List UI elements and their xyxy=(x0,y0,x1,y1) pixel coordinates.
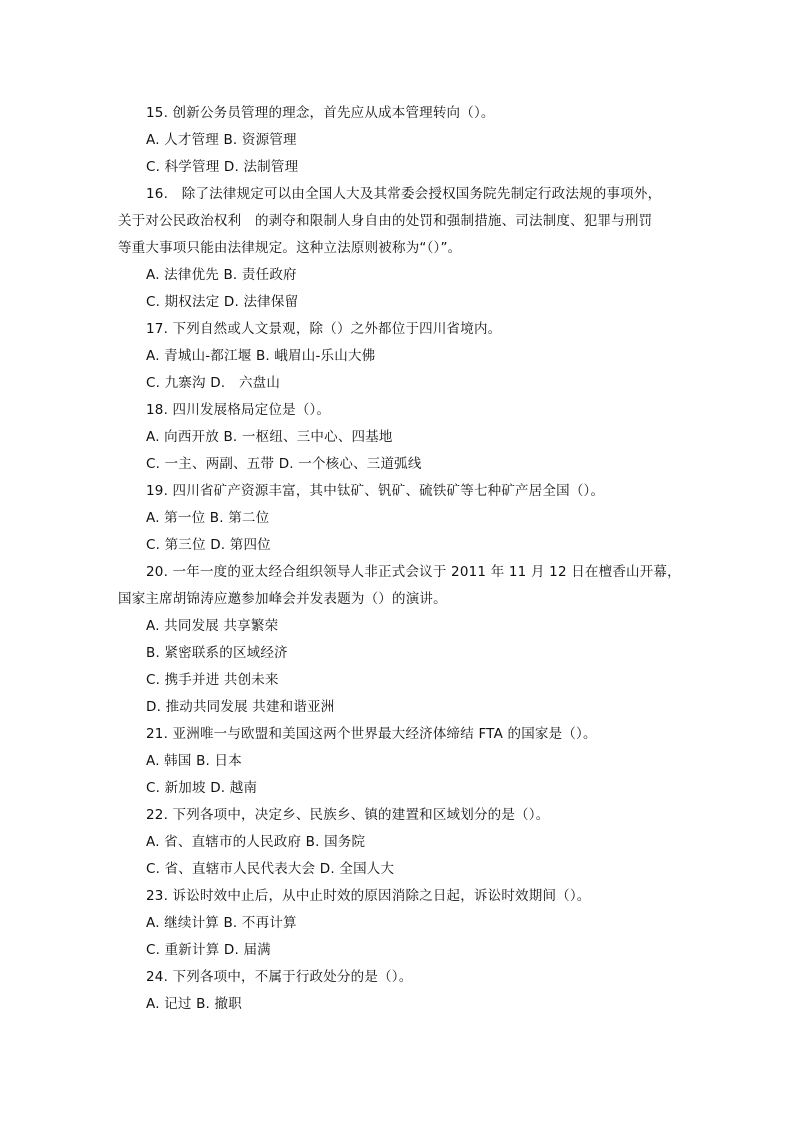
options-24-ab: A. 记过 B. 撤职 xyxy=(146,996,242,1012)
options-21-cd: C. 新加坡 D. 越南 xyxy=(146,780,258,796)
question-22: 22. 下列各项中，决定乡、民族乡、镇的建置和区域划分的是（）。 xyxy=(146,807,550,823)
options-23-ab: A. 继续计算 B. 不再计算 xyxy=(146,915,297,931)
question-21: 21. 亚洲唯一与欧盟和美国这两个世界最大经济体缔结 FTA 的国家是（）。 xyxy=(146,726,597,742)
options-18-cd: C. 一主、两副、五带 D. 一个核心、三道弧线 xyxy=(146,456,422,472)
options-23-cd: C. 重新计算 D. 届满 xyxy=(146,942,271,958)
options-18-ab: A. 向西开放 B. 一枢纽、三中心、四基地 xyxy=(146,429,393,445)
options-22-cd: C. 省、直辖市人民代表大会 D. 全国人大 xyxy=(146,861,395,877)
question-16-line3: 等重大事项只能由法律规定。这种立法原则被称为“（）”。 xyxy=(118,240,462,256)
question-15: 15. 创新公务员管理的理念，首先应从成本管理转向（）。 xyxy=(146,105,495,121)
question-16-line2: 关于对公民政治权利 的剥夺和限制人身自由的处罚和强制措施、司法制度、犯罪与刑罚 xyxy=(118,213,653,229)
options-17-cd: C. 九寨沟 D. 六盘山 xyxy=(146,375,281,391)
option-20-b: B. 紧密联系的区域经济 xyxy=(146,645,288,661)
options-19-ab: A. 第一位 B. 第二位 xyxy=(146,510,270,526)
option-20-d: D. 推动共同发展 共建和谐亚洲 xyxy=(146,699,335,715)
question-19: 19. 四川省矿产资源丰富，其中钛矿、钒矿、硫铁矿等七种矿产居全国（）。 xyxy=(146,483,605,499)
question-20-line1: 20. 一年一度的亚太经合组织领导人非正式会议于 2011 年 11 月 12 日在檀香山开幕， xyxy=(146,564,681,580)
options-19-cd: C. 第三位 D. 第四位 xyxy=(146,537,271,553)
options-16-ab: A. 法律优先 B. 责任政府 xyxy=(146,267,297,283)
option-20-c: C. 携手并进 共创未来 xyxy=(146,672,279,688)
question-17: 17. 下列自然或人文景观，除（）之外都位于四川省境内。 xyxy=(146,321,502,337)
question-16-line1: 16. 除了法律规定可以由全国人大及其常委会授权国务院先制定行政法规的事项外， xyxy=(146,186,662,202)
option-20-a: A. 共同发展 共享繁荣 xyxy=(146,618,279,634)
options-17-ab: A. 青城山-都江堰 B. 峨眉山-乐山大佛 xyxy=(146,348,376,364)
question-23: 23. 诉讼时效中止后，从中止时效的原因消除之日起，诉讼时效期间（）。 xyxy=(146,888,591,904)
question-18: 18. 四川发展格局定位是（）。 xyxy=(146,402,331,418)
options-15-ab: A. 人才管理 B. 资源管理 xyxy=(146,132,297,148)
options-21-ab: A. 韩国 B. 日本 xyxy=(146,753,242,769)
question-24: 24. 下列各项中，不属于行政处分的是（）。 xyxy=(146,969,413,985)
options-15-cd: C. 科学管理 D. 法制管理 xyxy=(146,159,299,175)
question-20-line2: 国家主席胡锦涛应邀参加峰会并发表题为（）的演讲。 xyxy=(118,591,447,607)
options-16-cd: C. 期权法定 D. 法律保留 xyxy=(146,294,299,310)
options-22-ab: A. 省、直辖市的人民政府 B. 国务院 xyxy=(146,834,366,850)
